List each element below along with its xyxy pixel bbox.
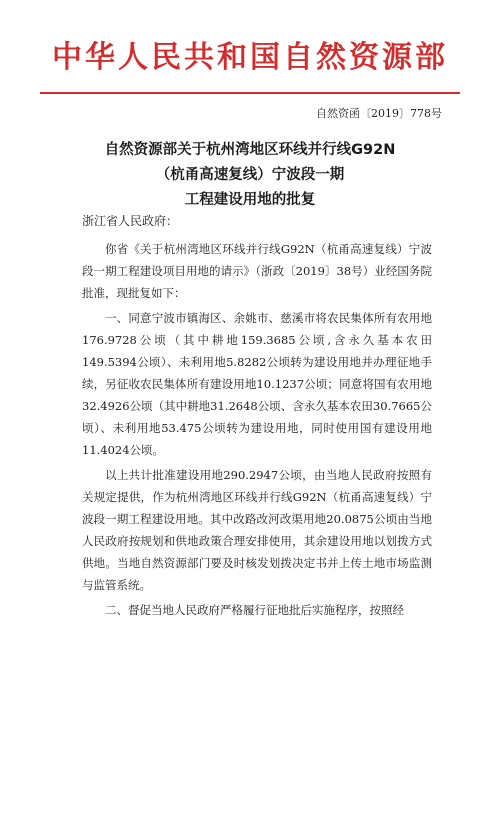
title-line: 工程建设用地的批复 [184, 192, 316, 208]
document-title [60, 138, 440, 213]
addressee: 浙江省人民政府： [82, 214, 179, 228]
paragraph: 二、督促当地人民政府严格履行征地批后实施程序，按照经 [105, 603, 404, 617]
red-rule [40, 92, 460, 94]
title-line: （杭甬高速复线）宁波段一期 [155, 167, 345, 183]
document-number: 自然资函〔2019〕778号 [316, 107, 442, 120]
title-line: 自然资源部关于杭州湾地区环线并行线G92N [104, 142, 396, 158]
paragraph: 你省《关于杭州湾地区环线并行线G92N（杭甬高速复线）宁波段一期工程建设项目用地的请示》（浙政〔2019〕38号）业经国务院批准，现批复如下： [82, 242, 432, 300]
document-body [82, 238, 432, 624]
letterhead: 中华人民共和国自然资源部 [52, 40, 448, 75]
paragraph: 以上共计批准建设用地290.2947公顷，由当地人民政府按照有关规定提供，作为杭州湾地区环线并行线G92N（杭甬高速复线）宁波段一期工程建设用地。其中改路改河改渠用地20.0875公顷由当地人民政府按规划和供地政策合理安排使用，其余建设用地以划拨方式供地。当地自然资源部门要及时核发划拨决定书并上传土地市场监测与监管系统。 [82, 468, 432, 592]
paragraph: 一、同意宁波市镇海区、余姚市、慈溪市将农民集体所有农用地176.9728公顷（其中耕地159.3685公顷,含永久基本农田149.5394公顷）、未利用地5.8282公顷转为建设用地并办理征地手续，另征收农民集体所有建设用地10.1237公顷；同意将国有农用地32.4926公顷（其中耕地31.2648公顷、含永久基本农田30.7665公顷）、未利用地53.475公顷转为建设用地，同时使用国有建设用地11.4024公顷。 [82, 311, 432, 457]
